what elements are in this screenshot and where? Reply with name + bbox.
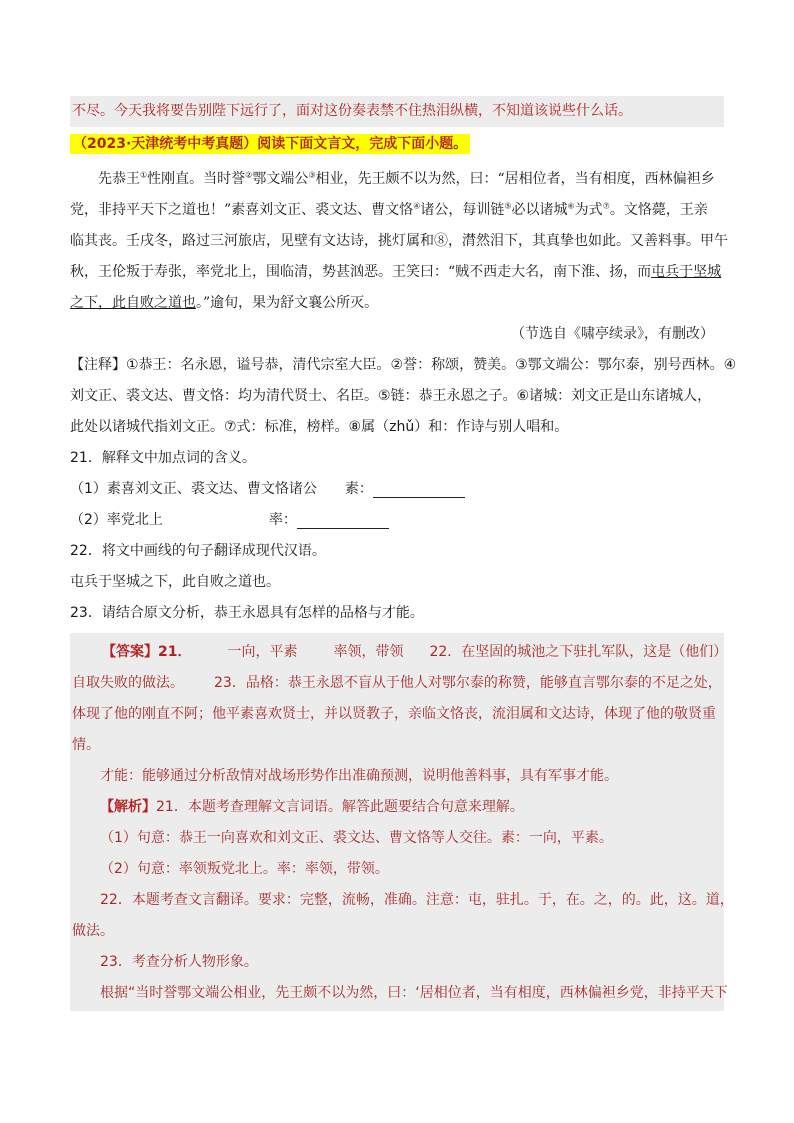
passage-line: 临其丧。壬戌冬，路过三河旅店，见壁有文达诗，挑灯属和⑧，潸然泪下，其真挚也如此。又善料事。甲午 (70, 233, 728, 249)
underlined-sentence: 屯兵于坚城 (651, 264, 722, 280)
answer-text: 自取失败的做法。 (72, 675, 184, 691)
analysis-text: 21．本题考查理解文言词语。解答此题要结合句意来理解。 (156, 799, 524, 815)
passage-line (70, 164, 724, 195)
underlined-sentence: 之下，此自败之道也 (70, 295, 196, 311)
analysis-line: 根据“当时誉鄂文端公相业，先王颇不以为然，曰：‘居相位者，当有相度，西林偏袒乡党，非持平天下 (100, 985, 728, 1001)
question-22 (70, 536, 724, 598)
item-label: 率： (268, 512, 297, 528)
classical-passage (70, 164, 728, 319)
analysis-tag: 【解析】 (100, 799, 156, 815)
item-text: （2）率党北上 (70, 512, 163, 528)
question-21 (70, 443, 724, 536)
translation-tail: 不尽。今天我将要告别陛下远行了，面对这份奏表禁不住热泪纵横，不知道该说些什么话。 (70, 96, 724, 127)
passage-text: 党，非持平天下之道也！”素喜刘文正、裘文达、曹文恪 (70, 202, 414, 218)
analysis-line: 23．考查分析人物形象。 (100, 954, 258, 970)
answer-21-2: 率领，带领 (333, 644, 404, 660)
footnote-mark: ③ (308, 170, 316, 180)
passage-line (70, 257, 724, 288)
passage-text: 必以诸城 (511, 202, 568, 218)
exam-source-row (70, 129, 724, 160)
item-text: （1）素喜刘文正、裘文达、曹文恪诸公 (70, 481, 317, 497)
passage-text: 鄂文端公 (252, 171, 309, 187)
footnote-mark: ⑤ (504, 201, 512, 211)
answer-talent: 才能：能够通过分析敌情对战场形势作出准确预测，说明他善料事，具有军事才能。 (100, 768, 618, 784)
passage-text: 先恭王 (98, 171, 140, 187)
question-sentence: 屯兵于坚城之下，此自败之道也。 (70, 574, 280, 590)
answer-line: 情。 (72, 737, 100, 753)
answer-22: 22．在坚固的城池之下驻扎军队，这是（他们） (429, 644, 728, 660)
question-stem: 23．请结合原文分析，恭王永恩具有怎样的品格与才能。 (70, 605, 424, 621)
answer-blank[interactable] (297, 512, 389, 529)
passage-source: （节选自《啸亭续录》，有删改） (511, 326, 714, 342)
note-line: 【注释】①恭王：名永恩，谥号恭，清代宗室大臣。②誉：称颂，赞美。③鄂文端公：鄂尔泰，别号西林。④ (70, 357, 737, 373)
passage-text: 。文恪薨，王亲 (609, 202, 708, 218)
answer-tag: 【答案】21． (102, 644, 192, 660)
footnote-mark: ② (245, 170, 253, 180)
answer-line: 体现了他的刚直不阿；他平素喜欢贤士，并以贤教子，亲临文恪丧，流泪属和文达诗，体现了他的敬贤重 (72, 706, 716, 722)
analysis-line (72, 792, 722, 823)
answer-21-1: 一向，平素 (227, 644, 298, 660)
answer-line (72, 668, 722, 699)
answer-analysis-block (70, 633, 734, 1011)
passage-line (70, 195, 724, 226)
answer-text: 23．品格：恭王永恩不盲从于他人对鄂尔泰的称赞，能够直言鄂尔泰的不足之处， (214, 675, 722, 691)
passage-text: 为式 (574, 202, 603, 218)
note-line: 此处以诸城代指刘文正。⑦式：标准，榜样。⑧属（zhǔ）和：作诗与别人唱和。 (70, 419, 569, 435)
passage-text: 性刚直。当时誉 (147, 171, 246, 187)
answer-line (72, 637, 728, 668)
analysis-line: 22．本题考查文言翻译。要求：完整，流畅，准确。注意：屯，驻扎。于，在。之，的。此，这。道， (100, 892, 734, 908)
answer-blank[interactable] (373, 481, 465, 498)
passage-text: 。”逾旬，果为舒文襄公所灭。 (196, 295, 379, 311)
footnote-mark: ⑥ (567, 201, 575, 211)
note-line: 刘文正、裘文达、曹文恪：均为清代贤士、名臣。⑤链：恭王永恩之子。⑥诸城：刘文正是山东诸城人， (70, 388, 712, 404)
question-item (70, 505, 724, 536)
analysis-line: 做法。 (72, 923, 114, 939)
question-23 (70, 598, 724, 629)
question-item (70, 474, 724, 505)
item-label: 素： (344, 481, 373, 497)
footnote-mark: ④ (413, 201, 421, 211)
notes-section (70, 350, 737, 443)
analysis-line: （2）句意：率领叛党北上。率：率领，带领。 (100, 861, 389, 877)
passage-line (70, 288, 724, 319)
exam-tag: （2023·天津统考中考真题）阅读下面文言文，完成下面小题。 (70, 134, 470, 154)
footnote-mark: ⑦ (602, 201, 610, 211)
passage-text: 相业，先王颇不以为然，曰：“居相位者，当有相度，西林偏袒乡 (315, 171, 715, 187)
question-stem: 21．解释文中加点词的含义。 (70, 450, 256, 466)
footnote-mark: ① (140, 170, 148, 180)
question-stem: 22．将文中画线的句子翻译成现代汉语。 (70, 543, 326, 559)
document-page (70, 96, 737, 1011)
passage-text: 秋，王伦叛于寿张，率党北上，围临清，势甚汹恶。王笑曰：“贼不西走大名，南下淮、扬，而 (70, 264, 652, 280)
passage-text: 诸公，每训链 (420, 202, 505, 218)
analysis-line: （1）句意：恭王一向喜欢和刘文正、裘文达、曹文恪等人交往。素：一向，平素。 (100, 830, 613, 846)
